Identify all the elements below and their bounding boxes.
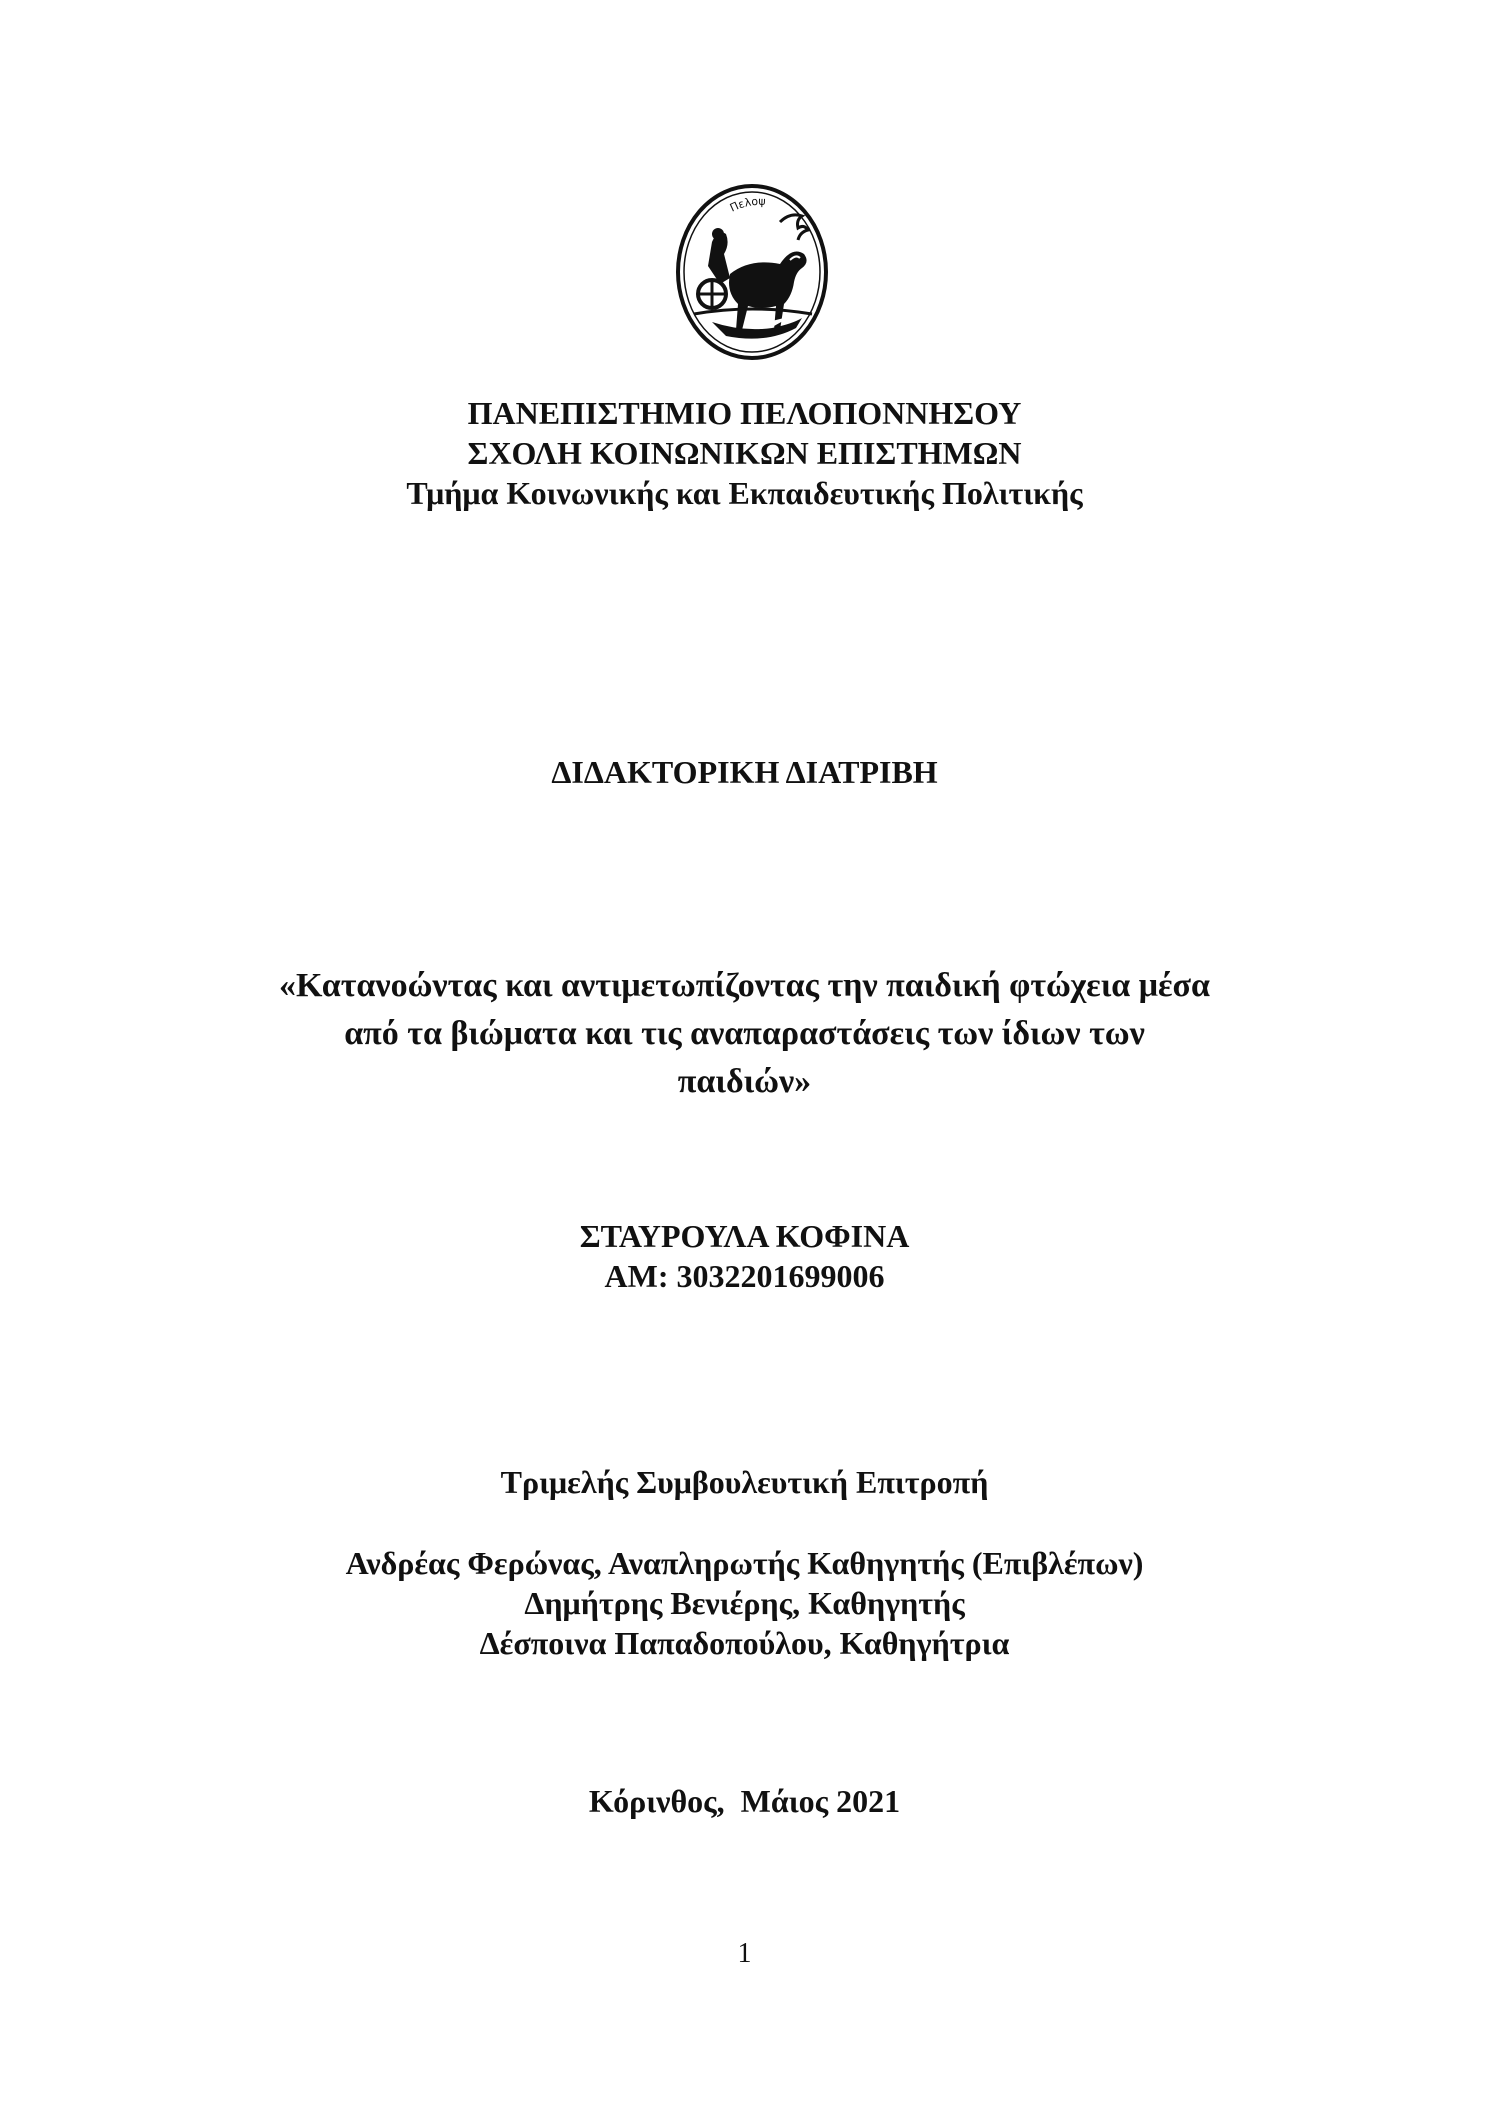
place-date-label: Κόρινθος, Μάιος 2021 <box>588 1783 901 1819</box>
committee-member: Ανδρέας Φερώνας, Αναπληρωτής Καθηγητής (Επιβλέπων) <box>345 1545 1144 1581</box>
thesis-title-line: παιδιών» <box>677 1063 812 1100</box>
author-info <box>0 1216 1489 1296</box>
institution-header <box>0 393 1489 513</box>
svg-text:Πελοψ: Πελοψ <box>727 194 766 215</box>
thesis-title <box>0 962 1489 1106</box>
thesis-title-line: από τα βιώματα και τις αναπαραστάσεις των ίδιων των <box>344 1015 1145 1052</box>
school-name: ΣΧΟΛΗ ΚΟΙΝΩΝΙΚΩΝ ΕΠΙΣΤΗΜΩΝ <box>467 435 1022 471</box>
thesis-title-line: «Κατανοώντας και αντιμετωπίζοντας την παιδική φτώχεια μέσα <box>278 967 1211 1004</box>
committee-member: Δημήτρης Βενιέρης, Καθηγητής <box>524 1585 965 1621</box>
registration-number: ΑΜ: 3032201699006 <box>604 1258 885 1294</box>
committee-member: Δέσποινα Παπαδοπούλου, Καθηγήτρια <box>479 1625 1010 1661</box>
author-name: ΣΤΑΥΡΟΥΛΑ ΚΟΦΙΝΑ <box>579 1218 910 1254</box>
place-and-date <box>0 1781 1489 1821</box>
committee-heading <box>0 1462 1489 1502</box>
university-name: ΠΑΝΕΠΙΣΤΗΜΙΟ ΠΕΛΟΠΟΝΝΗΣΟΥ <box>467 395 1022 431</box>
document-type <box>0 752 1489 792</box>
university-seal-chariot-icon <box>672 182 832 362</box>
page-number: 1 <box>737 1938 752 1969</box>
document-type-label: ΔΙΔΑΚΤΟΡΙΚΗ ΔΙΑΤΡΙΒΗ <box>551 754 938 790</box>
department-name: Τμήμα Κοινωνικής και Εκπαιδευτικής Πολιτικής <box>406 475 1083 511</box>
committee-members <box>0 1543 1489 1663</box>
committee-heading-label: Τριμελής Συμβουλευτική Επιτροπή <box>500 1464 989 1500</box>
